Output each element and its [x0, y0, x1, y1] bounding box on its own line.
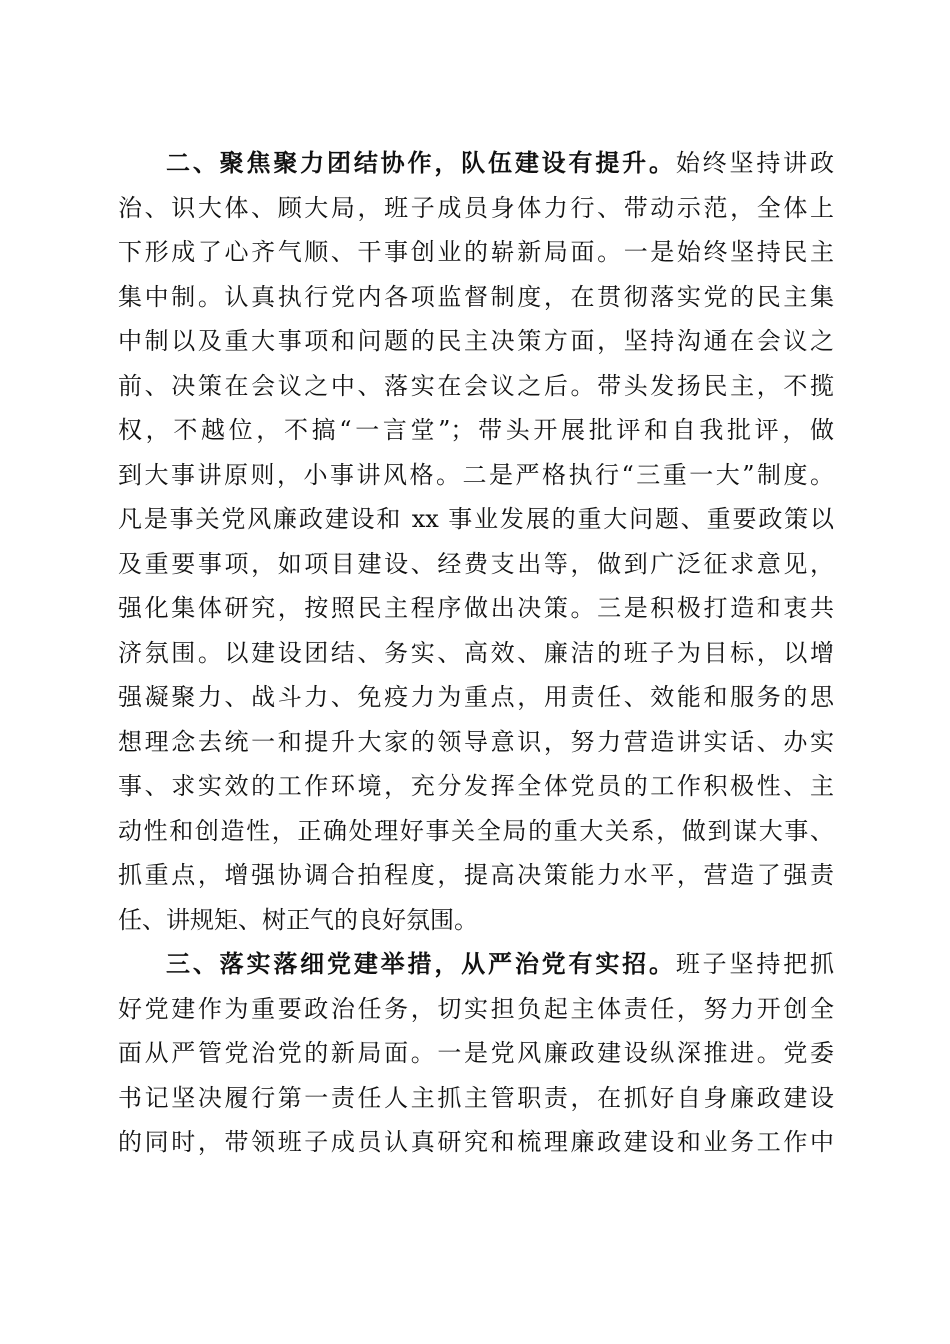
text-line: 权，不越位，不搞“一言堂”；带头开展批评和自我批评，做: [118, 416, 834, 444]
section-heading: 三、落实落细党建举措，从严治党有实招。: [166, 950, 676, 978]
text-line: 强凝聚力、战斗力、免疫力为重点，用责任、效能和服务的思: [118, 683, 834, 711]
text-line: 下形成了心齐气顺、干事创业的崭新局面。一是始终坚持民主: [118, 238, 834, 266]
text-line: 任、讲规矩、树正气的良好氛围。: [118, 905, 478, 934]
text-line: 集中制。认真执行党内各项监督制度，在贯彻落实党的民主集: [118, 282, 834, 311]
text-line: 强化集体研究，按照民主程序做出决策。三是积极打造和衷共: [118, 594, 834, 622]
text-line: 面从严管党治党的新局面。一是党风廉政建设纵深推进。党委: [118, 1039, 834, 1067]
text-line: 动性和创造性，正确处理好事关全局的重大关系，做到谋大事、: [118, 816, 834, 845]
text-line: 书记坚决履行第一责任人主抓主管职责，在抓好自身廉政建设: [118, 1083, 834, 1112]
text-line: 凡是事关党风廉政建设和 xx 事业发展的重大问题、重要政策以: [118, 505, 834, 533]
text-line: 济氛围。以建设团结、务实、高效、廉洁的班子为目标，以增: [118, 638, 834, 667]
text-line: 事、求实效的工作环境，充分发挥全体党员的工作积极性、主: [118, 772, 834, 800]
document-body: [118, 141, 834, 1165]
text-line: 抓重点，增强协调合拍程度，提高决策能力水平，营造了强责: [118, 861, 834, 889]
text-line: 前、决策在会议之中、落实在会议之后。带头发扬民主，不揽: [118, 371, 834, 400]
text-line: 的同时，带领班子成员认真研究和梳理廉政建设和业务工作中: [118, 1128, 834, 1156]
text-line: 到大事讲原则，小事讲风格。二是严格执行“三重一大”制度。: [118, 460, 834, 489]
body-text: 班子坚持把抓: [675, 950, 835, 978]
body-text: 始终坚持讲政: [675, 149, 835, 177]
paragraph-first-line: [118, 942, 834, 987]
section-heading: 二、聚焦聚力团结协作，队伍建设有提升。: [166, 149, 676, 177]
text-line: 好党建作为重要政治任务，切实担负起主体责任，努力开创全: [118, 994, 834, 1023]
paragraph-first-line: [118, 141, 834, 186]
paragraph-team-building: [118, 141, 834, 942]
text-line: 及重要事项，如项目建设、经费支出等，做到广泛征求意见，: [118, 549, 834, 578]
text-line: 治、识大体、顾大局，班子成员身体力行、带动示范，全体上: [118, 193, 834, 222]
text-line: 中制以及重大事项和问题的民主决策方面，坚持沟通在会议之: [118, 327, 834, 355]
paragraph-party-building: [118, 942, 834, 1165]
text-line: 想理念去统一和提升大家的领导意识，努力营造讲实话、办实: [118, 727, 834, 756]
